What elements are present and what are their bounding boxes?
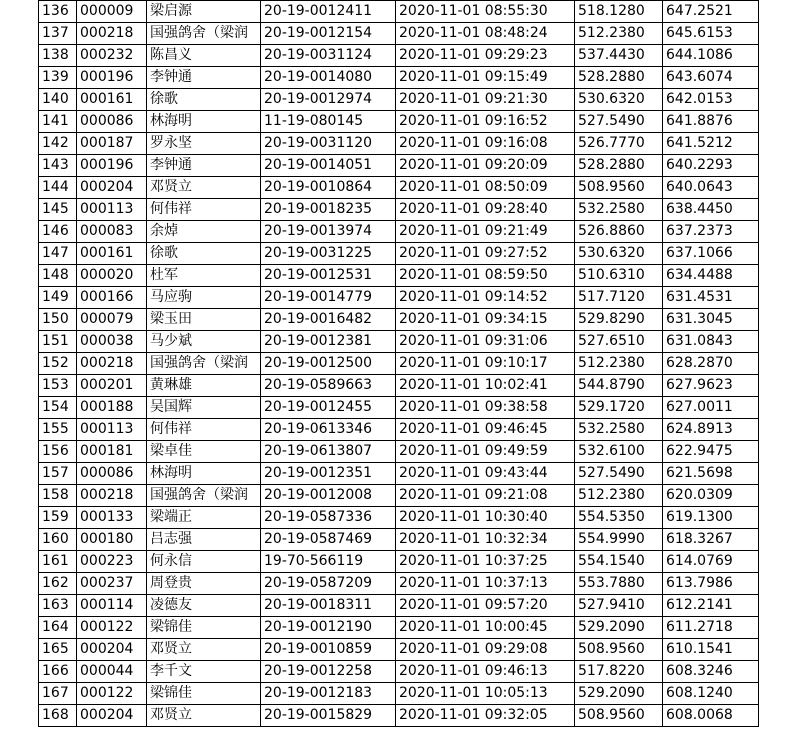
rank-cell: 158 bbox=[39, 485, 77, 507]
name-cell: 徐歌 bbox=[147, 243, 261, 265]
time-cell: 2020-11-01 10:37:13 bbox=[396, 573, 575, 595]
ring-cell: 20-19-0012183 bbox=[261, 683, 396, 705]
distance-cell: 529.8290 bbox=[575, 309, 663, 331]
table-row bbox=[39, 353, 759, 375]
distance-cell: 527.5490 bbox=[575, 463, 663, 485]
distance-cell: 532.6100 bbox=[575, 441, 663, 463]
rank-cell: 147 bbox=[39, 243, 77, 265]
id-cell: 000181 bbox=[77, 441, 147, 463]
distance-cell: 527.5490 bbox=[575, 111, 663, 133]
id-cell: 000133 bbox=[77, 507, 147, 529]
distance-cell: 529.1720 bbox=[575, 397, 663, 419]
ring-cell: 20-19-0013974 bbox=[261, 221, 396, 243]
name-cell: 何永信 bbox=[147, 551, 261, 573]
distance-cell: 508.9560 bbox=[575, 639, 663, 661]
id-cell: 000114 bbox=[77, 595, 147, 617]
id-cell: 000009 bbox=[77, 1, 147, 23]
distance-cell: 526.8860 bbox=[575, 221, 663, 243]
speed-cell: 627.0011 bbox=[663, 397, 759, 419]
ring-cell: 20-19-0012351 bbox=[261, 463, 396, 485]
time-cell: 2020-11-01 09:46:45 bbox=[396, 419, 575, 441]
distance-cell: 544.8790 bbox=[575, 375, 663, 397]
time-cell: 2020-11-01 09:38:58 bbox=[396, 397, 575, 419]
distance-cell: 527.6510 bbox=[575, 331, 663, 353]
rank-cell: 149 bbox=[39, 287, 77, 309]
distance-cell: 532.2580 bbox=[575, 199, 663, 221]
table-row bbox=[39, 463, 759, 485]
ring-cell: 11-19-080145 bbox=[261, 111, 396, 133]
rank-cell: 137 bbox=[39, 23, 77, 45]
ring-cell: 20-19-0613807 bbox=[261, 441, 396, 463]
speed-cell: 637.2373 bbox=[663, 221, 759, 243]
time-cell: 2020-11-01 10:30:40 bbox=[396, 507, 575, 529]
speed-cell: 618.3267 bbox=[663, 529, 759, 551]
name-cell: 国强鸽舍（梁润 bbox=[147, 485, 261, 507]
time-cell: 2020-11-01 09:16:08 bbox=[396, 133, 575, 155]
distance-cell: 517.7120 bbox=[575, 287, 663, 309]
name-cell: 李钟通 bbox=[147, 155, 261, 177]
ring-cell: 20-19-0012455 bbox=[261, 397, 396, 419]
name-cell: 梁玉田 bbox=[147, 309, 261, 331]
table-row bbox=[39, 375, 759, 397]
speed-cell: 645.6153 bbox=[663, 23, 759, 45]
name-cell: 梁启源 bbox=[147, 1, 261, 23]
id-cell: 000038 bbox=[77, 331, 147, 353]
speed-cell: 631.4531 bbox=[663, 287, 759, 309]
ring-cell: 20-19-0014051 bbox=[261, 155, 396, 177]
name-cell: 林海明 bbox=[147, 111, 261, 133]
speed-cell: 640.0643 bbox=[663, 177, 759, 199]
name-cell: 黄琳雄 bbox=[147, 375, 261, 397]
speed-cell: 619.1300 bbox=[663, 507, 759, 529]
table-row bbox=[39, 397, 759, 419]
time-cell: 2020-11-01 08:59:50 bbox=[396, 265, 575, 287]
name-cell: 徐歌 bbox=[147, 89, 261, 111]
name-cell: 凌德友 bbox=[147, 595, 261, 617]
id-cell: 000122 bbox=[77, 617, 147, 639]
ring-cell: 20-19-0010864 bbox=[261, 177, 396, 199]
distance-cell: 554.5350 bbox=[575, 507, 663, 529]
speed-cell: 612.2141 bbox=[663, 595, 759, 617]
name-cell: 林海明 bbox=[147, 463, 261, 485]
speed-cell: 640.2293 bbox=[663, 155, 759, 177]
distance-cell: 554.9990 bbox=[575, 529, 663, 551]
time-cell: 2020-11-01 09:20:09 bbox=[396, 155, 575, 177]
id-cell: 000083 bbox=[77, 221, 147, 243]
id-cell: 000218 bbox=[77, 353, 147, 375]
time-cell: 2020-11-01 09:46:13 bbox=[396, 661, 575, 683]
id-cell: 000201 bbox=[77, 375, 147, 397]
id-cell: 000086 bbox=[77, 111, 147, 133]
id-cell: 000188 bbox=[77, 397, 147, 419]
name-cell: 梁锦佳 bbox=[147, 683, 261, 705]
distance-cell: 508.9560 bbox=[575, 705, 663, 727]
speed-cell: 643.6074 bbox=[663, 67, 759, 89]
ring-cell: 20-19-0012008 bbox=[261, 485, 396, 507]
rank-cell: 159 bbox=[39, 507, 77, 529]
table-row bbox=[39, 221, 759, 243]
speed-cell: 608.0068 bbox=[663, 705, 759, 727]
table-row bbox=[39, 595, 759, 617]
table-row bbox=[39, 309, 759, 331]
id-cell: 000044 bbox=[77, 661, 147, 683]
speed-cell: 637.1066 bbox=[663, 243, 759, 265]
time-cell: 2020-11-01 09:32:05 bbox=[396, 705, 575, 727]
distance-cell: 530.6320 bbox=[575, 89, 663, 111]
speed-cell: 614.0769 bbox=[663, 551, 759, 573]
time-cell: 2020-11-01 09:10:17 bbox=[396, 353, 575, 375]
distance-cell: 530.6320 bbox=[575, 243, 663, 265]
time-cell: 2020-11-01 09:29:23 bbox=[396, 45, 575, 67]
table-row bbox=[39, 419, 759, 441]
time-cell: 2020-11-01 09:16:52 bbox=[396, 111, 575, 133]
id-cell: 000113 bbox=[77, 419, 147, 441]
name-cell: 梁卓佳 bbox=[147, 441, 261, 463]
time-cell: 2020-11-01 09:34:15 bbox=[396, 309, 575, 331]
table-row bbox=[39, 45, 759, 67]
distance-cell: 528.2880 bbox=[575, 67, 663, 89]
table-row bbox=[39, 243, 759, 265]
time-cell: 2020-11-01 10:05:13 bbox=[396, 683, 575, 705]
id-cell: 000180 bbox=[77, 529, 147, 551]
id-cell: 000161 bbox=[77, 243, 147, 265]
time-cell: 2020-11-01 09:21:08 bbox=[396, 485, 575, 507]
id-cell: 000166 bbox=[77, 287, 147, 309]
table-row bbox=[39, 639, 759, 661]
speed-cell: 628.2870 bbox=[663, 353, 759, 375]
ring-cell: 20-19-0018311 bbox=[261, 595, 396, 617]
name-cell: 国强鸽舍（梁润 bbox=[147, 23, 261, 45]
name-cell: 余焯 bbox=[147, 221, 261, 243]
rank-cell: 150 bbox=[39, 309, 77, 331]
speed-cell: 647.2521 bbox=[663, 1, 759, 23]
id-cell: 000086 bbox=[77, 463, 147, 485]
rank-cell: 136 bbox=[39, 1, 77, 23]
time-cell: 2020-11-01 09:21:49 bbox=[396, 221, 575, 243]
ring-cell: 20-19-0031120 bbox=[261, 133, 396, 155]
table-row bbox=[39, 133, 759, 155]
rank-cell: 165 bbox=[39, 639, 77, 661]
ring-cell: 20-19-0587469 bbox=[261, 529, 396, 551]
time-cell: 2020-11-01 09:27:52 bbox=[396, 243, 575, 265]
ring-cell: 20-19-0014080 bbox=[261, 67, 396, 89]
name-cell: 杜军 bbox=[147, 265, 261, 287]
table-row bbox=[39, 507, 759, 529]
name-cell: 马应驹 bbox=[147, 287, 261, 309]
id-cell: 000204 bbox=[77, 705, 147, 727]
rank-cell: 141 bbox=[39, 111, 77, 133]
rank-cell: 154 bbox=[39, 397, 77, 419]
ring-cell: 20-19-0613346 bbox=[261, 419, 396, 441]
id-cell: 000237 bbox=[77, 573, 147, 595]
name-cell: 何伟祥 bbox=[147, 199, 261, 221]
ring-cell: 20-19-0012381 bbox=[261, 331, 396, 353]
ring-cell: 20-19-0010859 bbox=[261, 639, 396, 661]
rank-cell: 168 bbox=[39, 705, 77, 727]
distance-cell: 537.4430 bbox=[575, 45, 663, 67]
distance-cell: 532.2580 bbox=[575, 419, 663, 441]
speed-cell: 624.8913 bbox=[663, 419, 759, 441]
time-cell: 2020-11-01 09:14:52 bbox=[396, 287, 575, 309]
name-cell: 国强鸽舍（梁润 bbox=[147, 353, 261, 375]
rank-cell: 162 bbox=[39, 573, 77, 595]
distance-cell: 553.7880 bbox=[575, 573, 663, 595]
rank-cell: 160 bbox=[39, 529, 77, 551]
rank-cell: 156 bbox=[39, 441, 77, 463]
speed-cell: 608.1240 bbox=[663, 683, 759, 705]
id-cell: 000122 bbox=[77, 683, 147, 705]
name-cell: 罗永坚 bbox=[147, 133, 261, 155]
name-cell: 李千文 bbox=[147, 661, 261, 683]
rank-cell: 163 bbox=[39, 595, 77, 617]
speed-cell: 621.5698 bbox=[663, 463, 759, 485]
name-cell: 陈昌义 bbox=[147, 45, 261, 67]
rank-cell: 161 bbox=[39, 551, 77, 573]
time-cell: 2020-11-01 09:43:44 bbox=[396, 463, 575, 485]
table-row bbox=[39, 485, 759, 507]
name-cell: 吴国辉 bbox=[147, 397, 261, 419]
speed-cell: 634.4488 bbox=[663, 265, 759, 287]
distance-cell: 527.9410 bbox=[575, 595, 663, 617]
table-row bbox=[39, 265, 759, 287]
distance-cell: 508.9560 bbox=[575, 177, 663, 199]
ring-cell: 20-19-0587336 bbox=[261, 507, 396, 529]
time-cell: 2020-11-01 10:37:25 bbox=[396, 551, 575, 573]
table-row bbox=[39, 199, 759, 221]
id-cell: 000020 bbox=[77, 265, 147, 287]
table-row bbox=[39, 67, 759, 89]
time-cell: 2020-11-01 08:48:24 bbox=[396, 23, 575, 45]
speed-cell: 631.0843 bbox=[663, 331, 759, 353]
table-row bbox=[39, 23, 759, 45]
ring-cell: 20-19-0016482 bbox=[261, 309, 396, 331]
name-cell: 何伟祥 bbox=[147, 419, 261, 441]
table-row bbox=[39, 89, 759, 111]
speed-cell: 641.5212 bbox=[663, 133, 759, 155]
rank-cell: 148 bbox=[39, 265, 77, 287]
distance-cell: 528.2880 bbox=[575, 155, 663, 177]
id-cell: 000161 bbox=[77, 89, 147, 111]
id-cell: 000223 bbox=[77, 551, 147, 573]
time-cell: 2020-11-01 09:29:08 bbox=[396, 639, 575, 661]
id-cell: 000113 bbox=[77, 199, 147, 221]
rank-cell: 166 bbox=[39, 661, 77, 683]
ring-cell: 20-19-0031225 bbox=[261, 243, 396, 265]
results-table bbox=[38, 0, 759, 727]
rank-cell: 164 bbox=[39, 617, 77, 639]
speed-cell: 611.2718 bbox=[663, 617, 759, 639]
table-row bbox=[39, 705, 759, 727]
table-body bbox=[39, 1, 759, 727]
table-row bbox=[39, 331, 759, 353]
time-cell: 2020-11-01 09:28:40 bbox=[396, 199, 575, 221]
time-cell: 2020-11-01 09:15:49 bbox=[396, 67, 575, 89]
ring-cell: 20-19-0012500 bbox=[261, 353, 396, 375]
time-cell: 2020-11-01 10:02:41 bbox=[396, 375, 575, 397]
ring-cell: 20-19-0012411 bbox=[261, 1, 396, 23]
rank-cell: 142 bbox=[39, 133, 77, 155]
table-row bbox=[39, 111, 759, 133]
table-row bbox=[39, 441, 759, 463]
ring-cell: 20-19-0012154 bbox=[261, 23, 396, 45]
rank-cell: 157 bbox=[39, 463, 77, 485]
speed-cell: 641.8876 bbox=[663, 111, 759, 133]
table-row bbox=[39, 1, 759, 23]
name-cell: 梁锦佳 bbox=[147, 617, 261, 639]
rank-cell: 155 bbox=[39, 419, 77, 441]
table-row bbox=[39, 573, 759, 595]
id-cell: 000204 bbox=[77, 177, 147, 199]
speed-cell: 622.9475 bbox=[663, 441, 759, 463]
name-cell: 李钟通 bbox=[147, 67, 261, 89]
name-cell: 梁端正 bbox=[147, 507, 261, 529]
ring-cell: 20-19-0031124 bbox=[261, 45, 396, 67]
speed-cell: 642.0153 bbox=[663, 89, 759, 111]
speed-cell: 608.3246 bbox=[663, 661, 759, 683]
ring-cell: 20-19-0018235 bbox=[261, 199, 396, 221]
speed-cell: 631.3045 bbox=[663, 309, 759, 331]
rank-cell: 153 bbox=[39, 375, 77, 397]
speed-cell: 613.7986 bbox=[663, 573, 759, 595]
rank-cell: 152 bbox=[39, 353, 77, 375]
id-cell: 000187 bbox=[77, 133, 147, 155]
distance-cell: 518.1280 bbox=[575, 1, 663, 23]
time-cell: 2020-11-01 09:49:59 bbox=[396, 441, 575, 463]
speed-cell: 620.0309 bbox=[663, 485, 759, 507]
id-cell: 000196 bbox=[77, 155, 147, 177]
table-row bbox=[39, 287, 759, 309]
id-cell: 000204 bbox=[77, 639, 147, 661]
distance-cell: 512.2380 bbox=[575, 353, 663, 375]
distance-cell: 554.1540 bbox=[575, 551, 663, 573]
name-cell: 马少斌 bbox=[147, 331, 261, 353]
speed-cell: 638.4450 bbox=[663, 199, 759, 221]
table-row bbox=[39, 529, 759, 551]
time-cell: 2020-11-01 08:50:09 bbox=[396, 177, 575, 199]
speed-cell: 644.1086 bbox=[663, 45, 759, 67]
id-cell: 000079 bbox=[77, 309, 147, 331]
distance-cell: 510.6310 bbox=[575, 265, 663, 287]
name-cell: 邓贤立 bbox=[147, 639, 261, 661]
ring-cell: 20-19-0012974 bbox=[261, 89, 396, 111]
name-cell: 邓贤立 bbox=[147, 705, 261, 727]
ring-cell: 20-19-0012190 bbox=[261, 617, 396, 639]
time-cell: 2020-11-01 10:32:34 bbox=[396, 529, 575, 551]
table-row bbox=[39, 177, 759, 199]
speed-cell: 627.9623 bbox=[663, 375, 759, 397]
name-cell: 邓贤立 bbox=[147, 177, 261, 199]
table-row bbox=[39, 683, 759, 705]
ring-cell: 20-19-0012258 bbox=[261, 661, 396, 683]
rank-cell: 144 bbox=[39, 177, 77, 199]
time-cell: 2020-11-01 08:55:30 bbox=[396, 1, 575, 23]
ring-cell: 20-19-0014779 bbox=[261, 287, 396, 309]
rank-cell: 140 bbox=[39, 89, 77, 111]
distance-cell: 517.8220 bbox=[575, 661, 663, 683]
id-cell: 000218 bbox=[77, 23, 147, 45]
time-cell: 2020-11-01 09:21:30 bbox=[396, 89, 575, 111]
ring-cell: 20-19-0587209 bbox=[261, 573, 396, 595]
time-cell: 2020-11-01 09:57:20 bbox=[396, 595, 575, 617]
distance-cell: 512.2380 bbox=[575, 485, 663, 507]
distance-cell: 526.7770 bbox=[575, 133, 663, 155]
id-cell: 000232 bbox=[77, 45, 147, 67]
rank-cell: 145 bbox=[39, 199, 77, 221]
time-cell: 2020-11-01 10:00:45 bbox=[396, 617, 575, 639]
speed-cell: 610.1541 bbox=[663, 639, 759, 661]
name-cell: 周登贵 bbox=[147, 573, 261, 595]
rank-cell: 167 bbox=[39, 683, 77, 705]
distance-cell: 512.2380 bbox=[575, 23, 663, 45]
time-cell: 2020-11-01 09:31:06 bbox=[396, 331, 575, 353]
table-row bbox=[39, 551, 759, 573]
table-row bbox=[39, 661, 759, 683]
distance-cell: 529.2090 bbox=[575, 683, 663, 705]
rank-cell: 146 bbox=[39, 221, 77, 243]
table-row bbox=[39, 155, 759, 177]
id-cell: 000218 bbox=[77, 485, 147, 507]
rank-cell: 139 bbox=[39, 67, 77, 89]
distance-cell: 529.2090 bbox=[575, 617, 663, 639]
table-row bbox=[39, 617, 759, 639]
ring-cell: 20-19-0015829 bbox=[261, 705, 396, 727]
id-cell: 000196 bbox=[77, 67, 147, 89]
rank-cell: 138 bbox=[39, 45, 77, 67]
name-cell: 吕志强 bbox=[147, 529, 261, 551]
ring-cell: 20-19-0012531 bbox=[261, 265, 396, 287]
rank-cell: 151 bbox=[39, 331, 77, 353]
ring-cell: 20-19-0589663 bbox=[261, 375, 396, 397]
rank-cell: 143 bbox=[39, 155, 77, 177]
ring-cell: 19-70-566119 bbox=[261, 551, 396, 573]
